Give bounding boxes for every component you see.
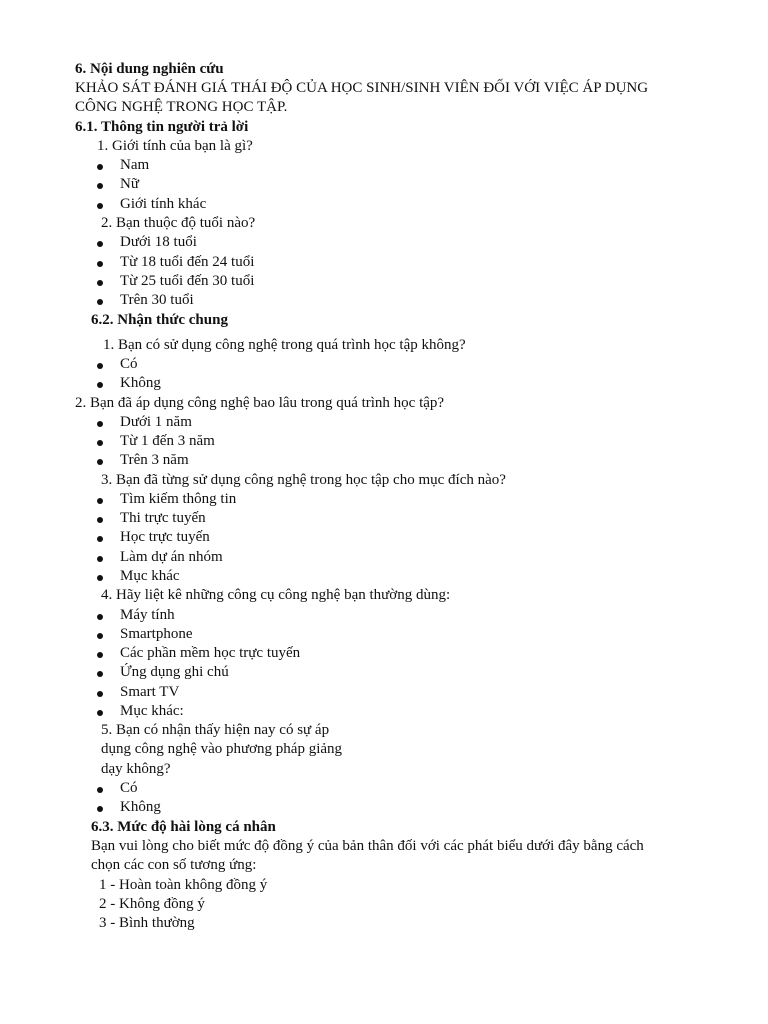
question-tools: 4. Hãy liệt kê những công cụ công nghệ bạn thường dùng:: [101, 587, 451, 603]
question-purpose: 3. Bạn đã từng sử dụng công nghệ trong học tập cho mục đích nào?: [101, 472, 506, 488]
satisfaction-intro-line1: Bạn vui lòng cho biết mức độ đồng ý của bản thân đối với các phát biểu dưới đây bằng cách: [91, 838, 644, 854]
option-label: Mục khác: [120, 568, 180, 584]
option-label: Nữ: [120, 176, 139, 192]
option-label: Thi trực tuyến: [120, 510, 206, 526]
question-use-technology: 1. Bạn có sử dụng công nghệ trong quá trình học tập không?: [103, 337, 466, 353]
question-duration: 2. Bạn đã áp dụng công nghệ bao lâu trong quá trình học tập?: [75, 395, 445, 411]
subsection-heading-6-3: 6.3. Mức độ hài lòng cá nhân: [91, 819, 276, 835]
question-teaching-line1: 5. Bạn có nhận thấy hiện nay có sự áp: [101, 722, 330, 738]
survey-title-line1: KHẢO SÁT ĐÁNH GIÁ THÁI ĐỘ CỦA HỌC SINH/SINH VIÊN ĐỐI VỚI VIỆC ÁP DỤNG: [75, 80, 649, 96]
option-label: Dưới 18 tuổi: [120, 234, 197, 250]
option-label: Trên 3 năm: [120, 452, 189, 468]
option-label: Làm dự án nhóm: [120, 549, 223, 565]
survey-title-line2: CÔNG NGHỆ TRONG HỌC TẬP.: [75, 99, 288, 115]
option-label: Các phần mềm học trực tuyến: [120, 645, 301, 661]
option-label: Smartphone: [120, 626, 193, 642]
option-label: Ứng dụng ghi chú: [120, 664, 229, 680]
scale-item: 1 - Hoàn toàn không đồng ý: [99, 877, 268, 893]
question-gender: 1. Giới tính của bạn là gì?: [97, 138, 253, 154]
section-heading: 6. Nội dung nghiên cứu: [75, 61, 224, 77]
question-teaching-line2: dụng công nghệ vào phương pháp giảng: [101, 741, 343, 757]
option-label: Từ 25 tuổi đến 30 tuổi: [120, 273, 255, 289]
option-label: Mục khác:: [120, 703, 184, 719]
option-label: Trên 30 tuổi: [120, 292, 194, 308]
subsection-heading-6-1: 6.1. Thông tin người trả lời: [75, 119, 249, 135]
option-label: Tìm kiếm thông tin: [120, 491, 237, 507]
scale-item: 3 - Bình thường: [99, 915, 195, 931]
option-label: Không: [120, 799, 161, 815]
question-teaching-line3: dạy không?: [101, 761, 171, 777]
option-label: Nam: [120, 157, 150, 173]
satisfaction-intro-line2: chọn các con số tương ứng:: [91, 857, 257, 873]
option-label: Không: [120, 375, 161, 391]
option-label: Dưới 1 năm: [120, 414, 192, 430]
option-label: Từ 1 đến 3 năm: [120, 433, 215, 449]
subsection-heading-6-2: 6.2. Nhận thức chung: [91, 312, 228, 328]
option-label: Máy tính: [120, 607, 175, 623]
option-label: Có: [120, 356, 138, 372]
option-label: Giới tính khác: [120, 196, 207, 212]
question-age: 2. Bạn thuộc độ tuổi nào?: [101, 215, 256, 231]
option-label: Có: [120, 780, 138, 796]
option-label: Smart TV: [120, 684, 180, 700]
option-label: Từ 18 tuổi đến 24 tuổi: [120, 254, 255, 270]
option-label: Học trực tuyến: [120, 529, 210, 545]
scale-item: 2 - Không đồng ý: [99, 896, 205, 912]
